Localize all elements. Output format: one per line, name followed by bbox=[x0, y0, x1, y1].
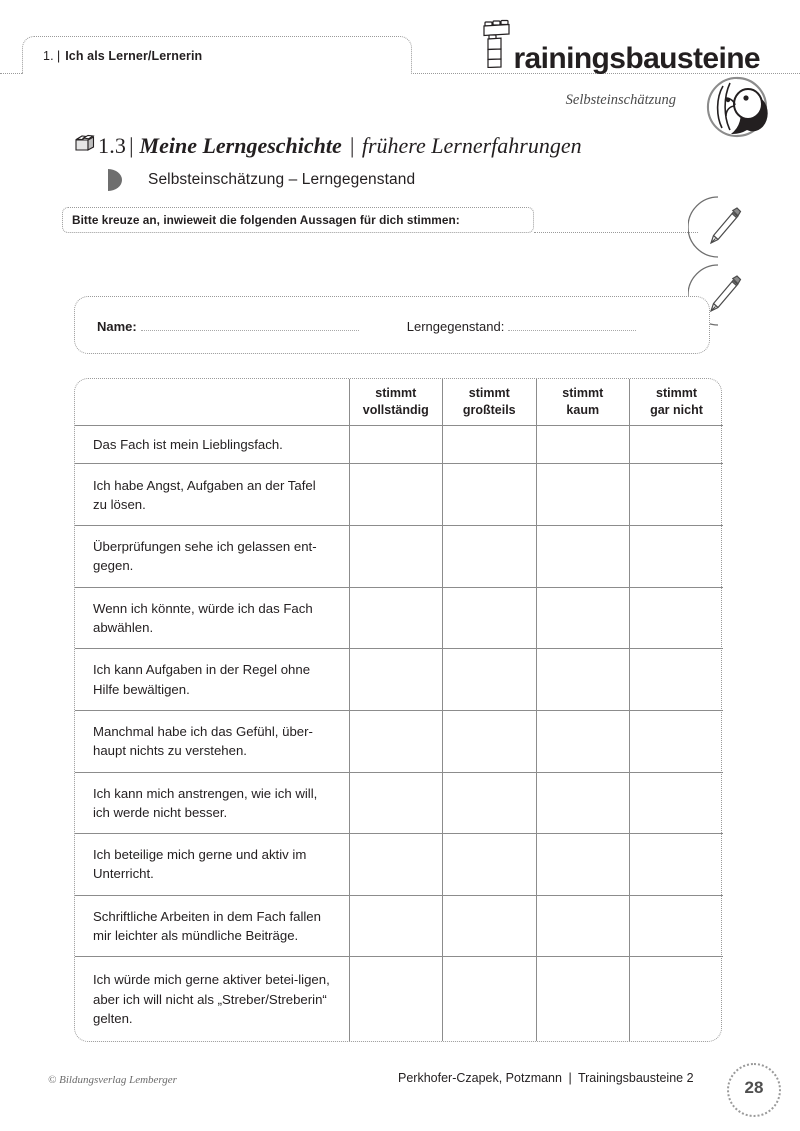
rating-header-line-1: stimmt bbox=[468, 386, 510, 400]
rating-checkbox-cell[interactable] bbox=[536, 895, 630, 957]
table-row bbox=[75, 425, 723, 464]
table-row bbox=[75, 957, 723, 1041]
rating-checkbox-cell[interactable] bbox=[349, 895, 443, 957]
instruction-box bbox=[62, 207, 534, 233]
rating-checkbox-cell[interactable] bbox=[630, 464, 724, 526]
rating-checkbox-cell[interactable] bbox=[630, 425, 724, 464]
instruction-trailing-rule bbox=[534, 232, 698, 233]
statement-text: Ich beteilige mich gerne und aktiv im Unterricht. bbox=[75, 834, 349, 896]
table-row bbox=[75, 464, 723, 526]
rating-header-line-2: vollständig bbox=[362, 402, 429, 417]
rating-header-line-2: großteils bbox=[462, 402, 516, 417]
table-row bbox=[75, 772, 723, 834]
brand-logo bbox=[481, 18, 760, 74]
page-title bbox=[74, 132, 582, 159]
rating-checkbox-cell[interactable] bbox=[536, 587, 630, 649]
page-subtitle-label: Selbsteinschätzung – Lerngegenstand bbox=[148, 171, 416, 188]
rating-header-line-1: stimmt bbox=[656, 386, 697, 400]
table-row bbox=[75, 895, 723, 957]
rating-checkbox-cell[interactable] bbox=[630, 895, 724, 957]
footer-series: Trainingsbausteine 2 bbox=[577, 1071, 694, 1085]
lego-brick-icon bbox=[74, 134, 96, 159]
rating-checkbox-cell[interactable] bbox=[630, 526, 724, 588]
rating-checkbox-cell[interactable] bbox=[443, 957, 537, 1041]
statement-column-header bbox=[75, 379, 349, 425]
statement-text: Ich kann Aufgaben in der Regel ohne Hilfe bewältigen. bbox=[75, 649, 349, 711]
rating-checkbox-cell[interactable] bbox=[443, 834, 537, 896]
rating-checkbox-cell[interactable] bbox=[443, 425, 537, 464]
rating-checkbox-cell[interactable] bbox=[630, 710, 724, 772]
rating-checkbox-cell[interactable] bbox=[536, 710, 630, 772]
rating-checkbox-cell[interactable] bbox=[443, 649, 537, 711]
rating-checkbox-cell[interactable] bbox=[536, 772, 630, 834]
title-pipe-separator: | bbox=[348, 132, 355, 158]
lego-brick-t-icon bbox=[481, 18, 515, 73]
page-number-badge bbox=[727, 1063, 781, 1117]
rating-checkbox-cell[interactable] bbox=[536, 957, 630, 1041]
table-row bbox=[75, 649, 723, 711]
page-subtitle bbox=[108, 169, 415, 191]
rating-column-header-1 bbox=[443, 379, 537, 425]
rating-checkbox-cell[interactable] bbox=[443, 710, 537, 772]
statement-text: Ich habe Angst, Aufgaben an der Tafel zu lösen. bbox=[75, 464, 349, 526]
rating-checkbox-cell[interactable] bbox=[349, 649, 443, 711]
rating-header-line-2: kaum bbox=[566, 402, 600, 417]
self-assessment-table bbox=[74, 378, 722, 1042]
table-row bbox=[75, 526, 723, 588]
rating-checkbox-cell[interactable] bbox=[630, 587, 724, 649]
rating-header-line-1: stimmt bbox=[562, 386, 604, 400]
rating-checkbox-cell[interactable] bbox=[536, 649, 630, 711]
statement-text: Ich würde mich gerne aktiver betei-ligen, aber ich will nicht als „Streber/Streberin“ gelten. bbox=[93, 972, 330, 1026]
table-header-row bbox=[75, 379, 723, 425]
identity-fields-box bbox=[74, 296, 710, 354]
rating-column-header-3 bbox=[630, 379, 724, 425]
rating-checkbox-cell[interactable] bbox=[349, 957, 443, 1041]
statement-text: Ich kann mich anstrengen, wie ich will, ich werde nicht besser. bbox=[75, 772, 349, 834]
rating-checkbox-cell[interactable] bbox=[349, 772, 443, 834]
title-number-separator: | bbox=[129, 132, 134, 158]
breadcrumb-label: Ich als Lerner/Lernerin bbox=[65, 48, 203, 63]
rating-column-header-2 bbox=[536, 379, 630, 425]
name-input[interactable] bbox=[141, 320, 359, 331]
rating-checkbox-cell[interactable] bbox=[443, 464, 537, 526]
rating-checkbox-cell[interactable] bbox=[349, 526, 443, 588]
statement-text: Schriftliche Arbeiten in dem Fach fallen mir leichter als mündliche Beiträge. bbox=[75, 895, 349, 957]
breadcrumb-separator: | bbox=[56, 48, 61, 63]
statement-text: Das Fach ist mein Lieblingsfach. bbox=[75, 425, 349, 464]
rating-checkbox-cell[interactable] bbox=[349, 587, 443, 649]
footer-copyright: © Bildungsverlag Lemberger bbox=[48, 1074, 177, 1086]
statement-text: Manchmal habe ich das Gefühl, über-haupt nichts zu verstehen. bbox=[75, 710, 349, 772]
rating-checkbox-cell[interactable] bbox=[443, 895, 537, 957]
rating-checkbox-cell[interactable] bbox=[536, 834, 630, 896]
half-disc-bullet-icon bbox=[108, 169, 122, 191]
statement-text: Wenn ich könnte, würde ich das Fach abwählen. bbox=[75, 587, 349, 649]
rating-header-line-2: gar nicht bbox=[650, 402, 703, 417]
statement-text: Überprüfungen sehe ich gelassen ent-gegen. bbox=[75, 526, 349, 588]
two-faces-circle-icon bbox=[706, 76, 768, 143]
rating-column-header-0 bbox=[349, 379, 443, 425]
instruction-text: Bitte kreuze an, inwieweit die folgenden Aussagen für dich stimmen: bbox=[72, 213, 460, 227]
name-field-label: Name: bbox=[97, 319, 137, 334]
rating-checkbox-cell[interactable] bbox=[349, 425, 443, 464]
rating-header-line-1: stimmt bbox=[375, 386, 417, 400]
rating-checkbox-cell[interactable] bbox=[630, 772, 724, 834]
rating-checkbox-cell[interactable] bbox=[349, 834, 443, 896]
breadcrumb[interactable] bbox=[22, 36, 412, 74]
table-row bbox=[75, 710, 723, 772]
rating-checkbox-cell[interactable] bbox=[536, 464, 630, 526]
table-row bbox=[75, 587, 723, 649]
table-body bbox=[75, 425, 723, 1041]
rating-checkbox-cell[interactable] bbox=[536, 425, 630, 464]
table-row bbox=[75, 834, 723, 896]
rating-checkbox-cell[interactable] bbox=[443, 772, 537, 834]
rating-checkbox-cell[interactable] bbox=[349, 464, 443, 526]
rating-checkbox-cell[interactable] bbox=[630, 649, 724, 711]
rating-checkbox-cell[interactable] bbox=[536, 526, 630, 588]
footer-separator: | bbox=[568, 1071, 572, 1085]
page-number: 28 bbox=[744, 1078, 764, 1097]
rating-checkbox-cell[interactable] bbox=[349, 710, 443, 772]
title-number: 1.3 bbox=[98, 132, 127, 158]
footer-citation bbox=[398, 1071, 694, 1085]
logo-wordmark: rainingsbausteine bbox=[513, 42, 760, 75]
subject-input[interactable] bbox=[508, 320, 636, 331]
breadcrumb-number: 1. bbox=[43, 48, 54, 63]
self-assessment-label: Selbsteinschätzung bbox=[565, 92, 676, 108]
title-secondary-text: frühere Lernerfahrungen bbox=[361, 132, 582, 158]
pencil-icon bbox=[688, 196, 746, 263]
rating-checkbox-cell[interactable] bbox=[630, 834, 724, 896]
rating-checkbox-cell[interactable] bbox=[443, 526, 537, 588]
footer-authors: Perkhofer-Czapek, Potzmann bbox=[398, 1071, 562, 1085]
rating-checkbox-cell[interactable] bbox=[443, 587, 537, 649]
title-main-text: Meine Lerngeschichte bbox=[139, 132, 342, 158]
subject-field-label: Lerngegenstand: bbox=[406, 319, 505, 334]
rating-checkbox-cell[interactable] bbox=[630, 957, 724, 1041]
